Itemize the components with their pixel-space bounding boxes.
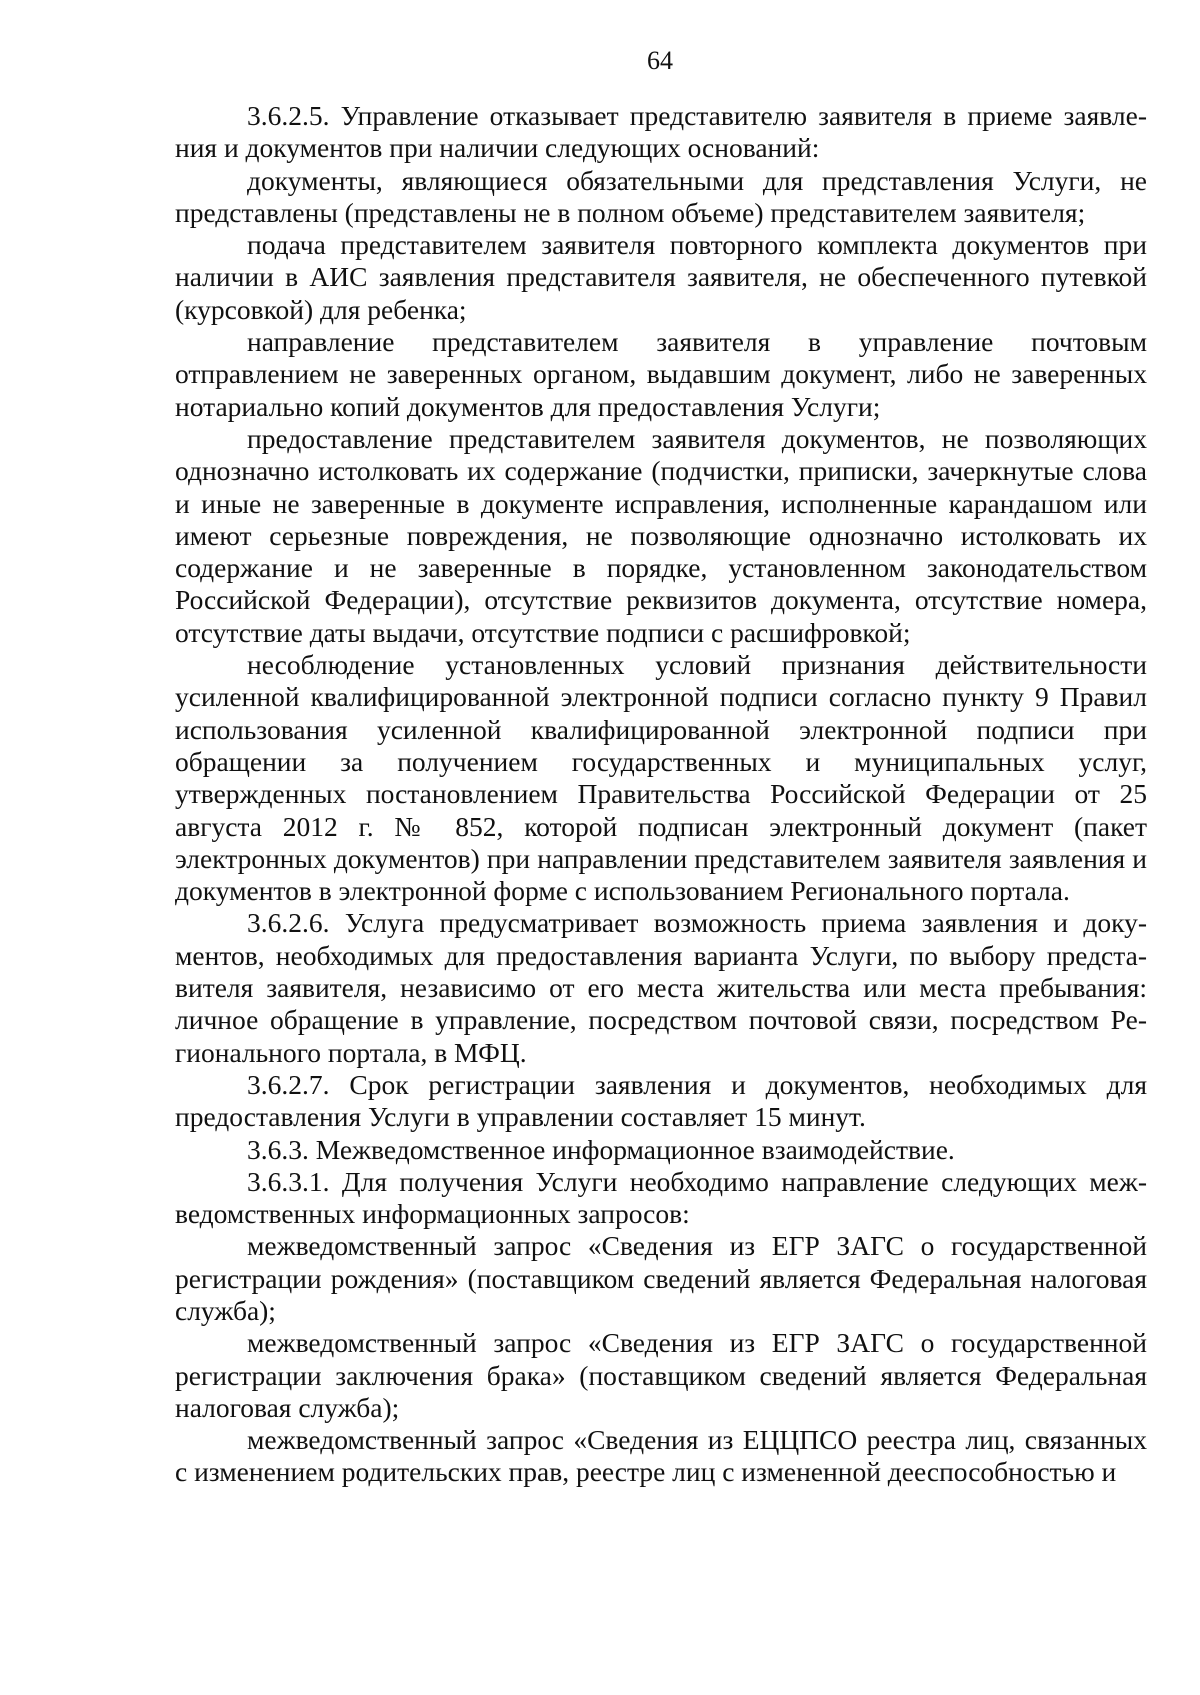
document-body bbox=[175, 100, 1147, 1489]
paragraph-3-6-2-5: 3.6.2.5. Управление отказывает представителю заявителя в приеме заявления и документов при наличии следующих оснований: bbox=[175, 100, 1147, 164]
paragraph-ground-invalid-signature: несоблюдение установленных условий признания действительности усиленной квалифицированной электронной подписи согласно пункту 9 Правил использования усиленной квалифицированной электронной подписи при обращении за получением государственных и муниципальных услуг, утвержденных постановлением Правительства Российской Федерации от 25 августа 2012 г. № 852, которой подписан электронный документ (пакет электронных документов) при направлении представителем заявителя заявления и документов в электронной форме с использованием Регионального портала. bbox=[175, 649, 1147, 907]
paragraph-request-eccpso-registry: межведомственный запрос «Сведения из ЕЦЦПСО реестра лиц, связанных с изменением родительских прав, реестре лиц с измененной дееспособностью и bbox=[175, 1424, 1147, 1488]
paragraph-request-birth-registration: межведомственный запрос «Сведения из ЕГР ЗАГС о государственной регистрации рождения» (поставщиком сведений является Федеральная налоговая служба); bbox=[175, 1230, 1147, 1326]
paragraph-3-6-3: 3.6.3. Межведомственное информационное взаимодействие. bbox=[247, 1133, 955, 1165]
paragraph-3-6-2-6: 3.6.2.6. Услуга предусматривает возможность приема заявления и документов, необходимых для предоставления варианта Услуги, по выбору представителя заявителя, независимо от его места жительства или места пребывания: личное обращение в управление, посредством почтовой связи, посредством Регионального портала, в МФЦ. bbox=[175, 907, 1147, 1068]
paragraph-ground-uncertified-copies: направление представителем заявителя в управление почтовым отправлением не заверенных органом, выдавшим документ, либо не заверенных нотариально копий документов для предоставления Услуги; bbox=[175, 326, 1147, 422]
paragraph-ground-repeated-submission: подача представителем заявителя повторного комплекта документов при наличии в АИС заявления представителя заявителя, не обеспеченного путевкой (курсовкой) для ребенка; bbox=[175, 229, 1147, 325]
page-number: 64 bbox=[647, 46, 673, 75]
paragraph-request-marriage-registration: межведомственный запрос «Сведения из ЕГР ЗАГС о государственной регистрации заключения брака» (поставщиком сведений является Федеральная налоговая служба); bbox=[175, 1327, 1147, 1423]
paragraph-3-6-2-7: 3.6.2.7. Срок регистрации заявления и документов, необходимых для предоставления Услуги в управлении составляет 15 минут. bbox=[175, 1068, 1147, 1133]
paragraph-3-6-3-1: 3.6.3.1. Для получения Услуги необходимо направление следующих межведомственных информационных запросов: bbox=[175, 1165, 1147, 1230]
paragraph-ground-ambiguous-documents: предоставление представителем заявителя документов, не позволяющих однозначно истолковать их содержание (подчистки, приписки, зачеркнутые слова и иные не заверенные в документе исправления, исполненные карандашом или имеют серьезные повреждения, не позволяющие однозначно истолковать их содержание и не заверенные в порядке, установленном законодательством Российской Федерации), отсутствие реквизитов документа, отсутствие номера, отсутствие даты выдачи, отсутствие подписи с расшифровкой; bbox=[175, 422, 1147, 648]
paragraph-ground-incomplete-documents: документы, являющиеся обязательными для представления Услуги, не представлены (представлены не в полном объеме) представителем заявителя; bbox=[175, 164, 1147, 228]
